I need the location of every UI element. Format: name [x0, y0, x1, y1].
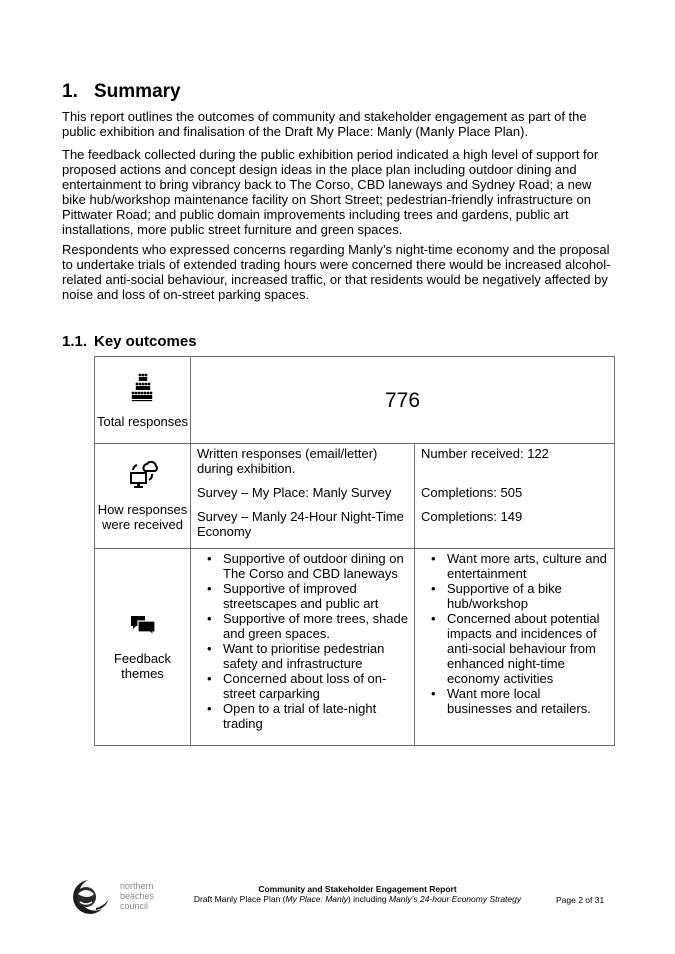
themes-left-cell [191, 549, 415, 746]
footer-title: Community and Stakeholder Engagement Report [258, 884, 457, 894]
theme-item: • Want more local businesses and retailers. [447, 686, 608, 716]
count-survey-night: Completions: 149 [421, 509, 523, 524]
theme-item: • Open to a trial of late-night trading [223, 701, 408, 731]
council-logo-icon [68, 878, 112, 916]
section-title: Summary [94, 81, 181, 102]
how-received-label-cell [95, 444, 191, 549]
theme-item: • Want to prioritise pedestrian safety and infrastructure [223, 641, 408, 671]
theme-item: • Supportive of improved streetscapes and public art [223, 581, 408, 611]
method-written: Written responses (email/letter) during exhibition. [197, 446, 378, 476]
feedback-themes-label: Feedback themes [113, 651, 172, 681]
counts-cell [415, 444, 615, 549]
theme-item: • Supportive of more trees, shade and green spaces. [223, 611, 408, 641]
method-survey-night: Survey – Manly 24-Hour Night-Time Economy [197, 509, 404, 539]
support-paragraph: The feedback collected during the public exhibition period indicated a high level of support for proposed actions and concept design ideas in the place plan including outdoor dining and entertainment to bring vibrancy back to The Corso, CBD laneways and Sydney Road; a new bike hub/workshop maintenance facility on Short Street; pedestrian-friendly infrastructure on Pittwater Road; and public domain improvements including trees and gardens, public art installations, more public street furniture and green spaces. [62, 147, 599, 237]
theme-item: • Supportive of outdoor dining on The Corso and CBD laneways [223, 551, 408, 581]
total-responses-label-cell [95, 357, 191, 444]
method-survey-place: Survey – My Place: Manly Survey [197, 485, 392, 500]
key-outcomes-table [94, 356, 615, 746]
speech-bubbles-icon [128, 613, 158, 639]
total-responses-row [95, 357, 615, 444]
logo-line: beaches [120, 891, 155, 901]
section-heading [62, 81, 181, 103]
methods-cell [191, 444, 415, 549]
theme-item: • Want more arts, culture and entertainment [447, 551, 608, 581]
feedback-themes-row [95, 549, 615, 746]
subsection-number: 1.1. [62, 333, 88, 350]
themes-right-list [421, 551, 608, 730]
count-written: Number received: 122 [421, 446, 549, 461]
theme-item: • Supportive of a bike hub/workshop [447, 581, 608, 611]
footer-subtitle-part: ) including [347, 894, 389, 904]
concerns-paragraph: Respondents who expressed concerns regarding Manly’s night-time economy and the proposal to undertake trials of extended trading hours were concerned there would be increased alcohol-related anti-social behaviour, increased traffic, or that residents would be negatively affected by noise and loss of on-street parking spaces. [62, 242, 611, 302]
how-received-row [95, 444, 615, 549]
theme-item: • Concerned about potential impacts and incidences of anti-social behaviour from enhanced night-time economy activities [447, 611, 608, 686]
people-group-icon [128, 372, 158, 406]
intro-paragraph: This report outlines the outcomes of community and stakeholder engagement as part of the public exhibition and finalisation of the Draft My Place: Manly (Manly Place Plan). [62, 109, 587, 139]
footer-subtitle-part: Draft Manly Place Plan ( [193, 894, 286, 904]
total-responses-label: Total responses [96, 413, 189, 429]
themes-left-list [197, 551, 408, 745]
footer-subtitle-italic: My Place: Manly [285, 894, 348, 904]
council-logo-text [120, 881, 154, 911]
page-number: Page 2 of 31 [556, 895, 605, 905]
logo-line: council [120, 901, 149, 911]
logo-line: northern [120, 881, 154, 891]
footer-subtitle [180, 894, 535, 904]
feedback-themes-label-cell [95, 549, 191, 746]
theme-item: • Concerned about loss of on-street carparking [223, 671, 408, 701]
footer-document-title [180, 884, 535, 904]
computer-cloud-sync-icon [128, 460, 158, 490]
themes-right-cell [415, 549, 615, 746]
how-received-label: How responses were received [97, 502, 188, 532]
section-number: 1. [62, 81, 78, 102]
total-responses-value: 776 [191, 357, 615, 444]
subsection-title: Key outcomes [94, 333, 197, 350]
subsection-heading [62, 333, 197, 350]
count-survey-place: Completions: 505 [421, 485, 523, 500]
footer-subtitle-italic: Manly’s 24-hour Economy Strategy [388, 894, 522, 904]
